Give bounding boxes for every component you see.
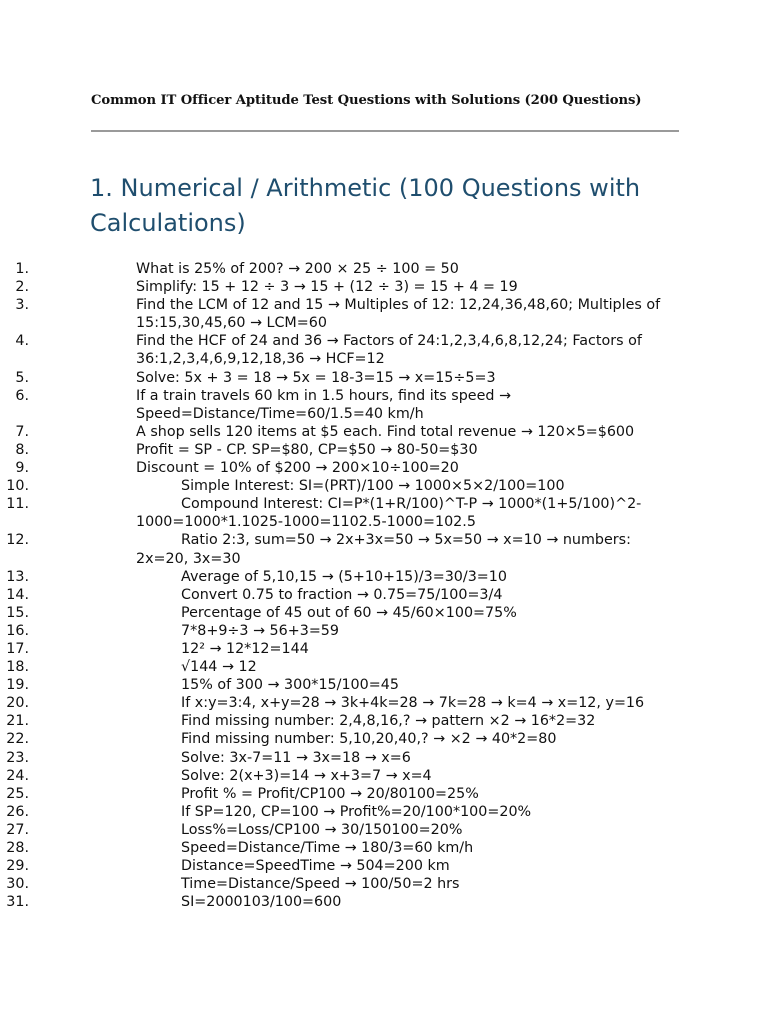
question-item xyxy=(0,531,670,567)
question-number: 31. xyxy=(6,894,29,911)
question-number: 22. xyxy=(6,731,29,748)
question-item xyxy=(0,622,670,640)
question-number: 14. xyxy=(6,586,29,603)
question-item xyxy=(0,260,670,278)
section-heading: 1. Numerical / Arithmetic (100 Questions with Calculations) xyxy=(90,174,641,237)
question-text: Discount = 10% of $200 → 200×10÷100=20 xyxy=(136,460,459,477)
question-text: A shop sells 120 items at $5 each. Find total revenue → 120×5=$600 xyxy=(136,423,635,440)
question-text: Distance=SpeedTime → 504=200 km xyxy=(181,858,450,875)
question-number: 13. xyxy=(6,568,29,585)
question-text: What is 25% of 200? → 200 × 25 ÷ 100 = 50 xyxy=(136,261,459,277)
question-text: Average of 5,10,15 → (5+10+15)/3=30/3=10 xyxy=(181,568,507,585)
question-item xyxy=(0,694,670,712)
question-item xyxy=(0,676,670,694)
question-number: 6. xyxy=(15,387,29,404)
horizontal-rule xyxy=(91,130,679,132)
question-number: 26. xyxy=(6,803,29,820)
question-item xyxy=(0,857,670,875)
question-item xyxy=(0,875,670,893)
question-text: Convert 0.75 to fraction → 0.75=75/100=3/4 xyxy=(181,586,503,603)
question-number: 16. xyxy=(6,622,29,639)
question-item xyxy=(0,730,670,748)
question-number: 30. xyxy=(6,876,29,893)
question-number: 29. xyxy=(6,858,29,875)
question-number: 3. xyxy=(15,297,29,314)
question-number: 11. xyxy=(6,496,29,513)
question-item xyxy=(0,423,670,441)
question-text: If a train travels 60 km in 1.5 hours, find its speed → Speed=Distance/Time=60/1.5=40 km/h xyxy=(136,387,511,422)
question-text: Find the HCF of 24 and 36 → Factors of 24:1,2,3,4,6,8,12,24; Factors of 36:1,2,3,4,6,9,12,18,36 → HCF=12 xyxy=(136,333,642,368)
question-text: Solve: 2(x+3)=14 → x+3=7 → x=4 xyxy=(181,767,432,784)
question-text: If x:y=3:4, x+y=28 → 3k+4k=28 → 7k=28 → k=4 → x=12, y=16 xyxy=(181,695,645,712)
question-item xyxy=(0,441,670,459)
question-number: 25. xyxy=(6,785,29,802)
question-text: 7*8+9÷3 → 56+3=59 xyxy=(181,622,339,639)
question-number: 10. xyxy=(6,478,29,495)
question-number: 9. xyxy=(15,460,29,477)
question-number: 7. xyxy=(15,423,29,440)
question-item xyxy=(0,749,670,767)
question-text: Speed=Distance/Time → 180/3=60 km/h xyxy=(181,840,474,856)
question-text: Percentage of 45 out of 60 → 45/60×100=75% xyxy=(181,604,517,621)
question-text: Simple Interest: SI=(PRT)/100 → 1000×5×2/100=100 xyxy=(181,478,565,495)
question-text: Find the LCM of 12 and 15 → Multiples of 12: 12,24,36,48,60; Multiples of 15:15,30,45,60 → LCM=60 xyxy=(136,297,661,332)
question-item xyxy=(0,839,670,857)
question-number: 5. xyxy=(15,369,29,386)
question-text: Find missing number: 2,4,8,16,? → pattern ×2 → 16*2=32 xyxy=(181,713,596,730)
question-item xyxy=(0,278,670,296)
question-text: √144 → 12 xyxy=(181,659,257,676)
question-text: 15% of 300 → 300*15/100=45 xyxy=(181,677,399,694)
question-number: 23. xyxy=(6,749,29,766)
question-number: 18. xyxy=(6,659,29,676)
question-item xyxy=(0,767,670,785)
question-item xyxy=(0,803,670,821)
question-item xyxy=(0,604,670,622)
question-item xyxy=(0,640,670,658)
question-item xyxy=(0,658,670,676)
question-item xyxy=(0,586,670,604)
question-number: 21. xyxy=(6,713,29,730)
question-text: Simplify: 15 + 12 ÷ 3 → 15 + (12 ÷ 3) = 15 + 4 = 19 xyxy=(136,279,518,296)
question-item xyxy=(0,821,670,839)
question-item xyxy=(0,712,670,730)
question-text: If SP=120, CP=100 → Profit%=20/100*100=20% xyxy=(181,803,532,820)
question-text: Solve: 3x-7=11 → 3x=18 → x=6 xyxy=(181,749,411,766)
question-number: 20. xyxy=(6,695,29,712)
question-text: Find missing number: 5,10,20,40,? → ×2 → 40*2=80 xyxy=(181,731,557,748)
question-number: 4. xyxy=(15,333,29,350)
question-number: 1. xyxy=(15,261,29,277)
question-number: 19. xyxy=(6,677,29,694)
question-text: Loss%=Loss/CP100 → 30/150100=20% xyxy=(181,821,463,838)
question-number: 8. xyxy=(15,441,29,458)
document-title: Common IT Officer Aptitude Test Questions with Solutions (200 Questions) xyxy=(91,93,642,108)
question-text: Profit = SP - CP. SP=$80, CP=$50 → 80-50=$30 xyxy=(136,441,478,458)
question-item xyxy=(0,495,670,531)
question-number: 15. xyxy=(6,604,29,621)
question-item xyxy=(0,459,670,477)
question-item xyxy=(0,893,670,911)
question-item xyxy=(0,568,670,586)
question-item xyxy=(0,387,670,423)
question-number: 27. xyxy=(6,821,29,838)
question-item xyxy=(0,296,670,332)
question-item xyxy=(0,369,670,387)
question-number: 24. xyxy=(6,767,29,784)
question-text: Ratio 2:3, sum=50 → 2x+3x=50 → 5x=50 → x=10 → numbers: 2x=20, 3x=30 xyxy=(136,532,631,567)
question-text: SI=2000103/100=600 xyxy=(181,894,342,911)
question-text: Profit % = Profit/CP100 → 20/80100=25% xyxy=(181,785,479,802)
question-list xyxy=(0,260,768,911)
question-item xyxy=(0,785,670,803)
question-number: 2. xyxy=(15,279,29,296)
question-text: Compound Interest: CI=P*(1+R/100)^T-P → 1000*(1+5/100)^2-1000=1000*1.1025-1000=1102.5-1000=102.5 xyxy=(136,496,642,531)
question-number: 28. xyxy=(6,840,29,856)
question-number: 17. xyxy=(6,640,29,657)
question-number: 12. xyxy=(6,532,29,549)
question-text: Solve: 5x + 3 = 18 → 5x = 18-3=15 → x=15÷5=3 xyxy=(136,369,496,386)
question-item xyxy=(0,332,670,368)
question-item xyxy=(0,477,670,495)
question-text: 12² → 12*12=144 xyxy=(181,640,309,657)
question-text: Time=Distance/Speed → 100/50=2 hrs xyxy=(181,876,460,893)
